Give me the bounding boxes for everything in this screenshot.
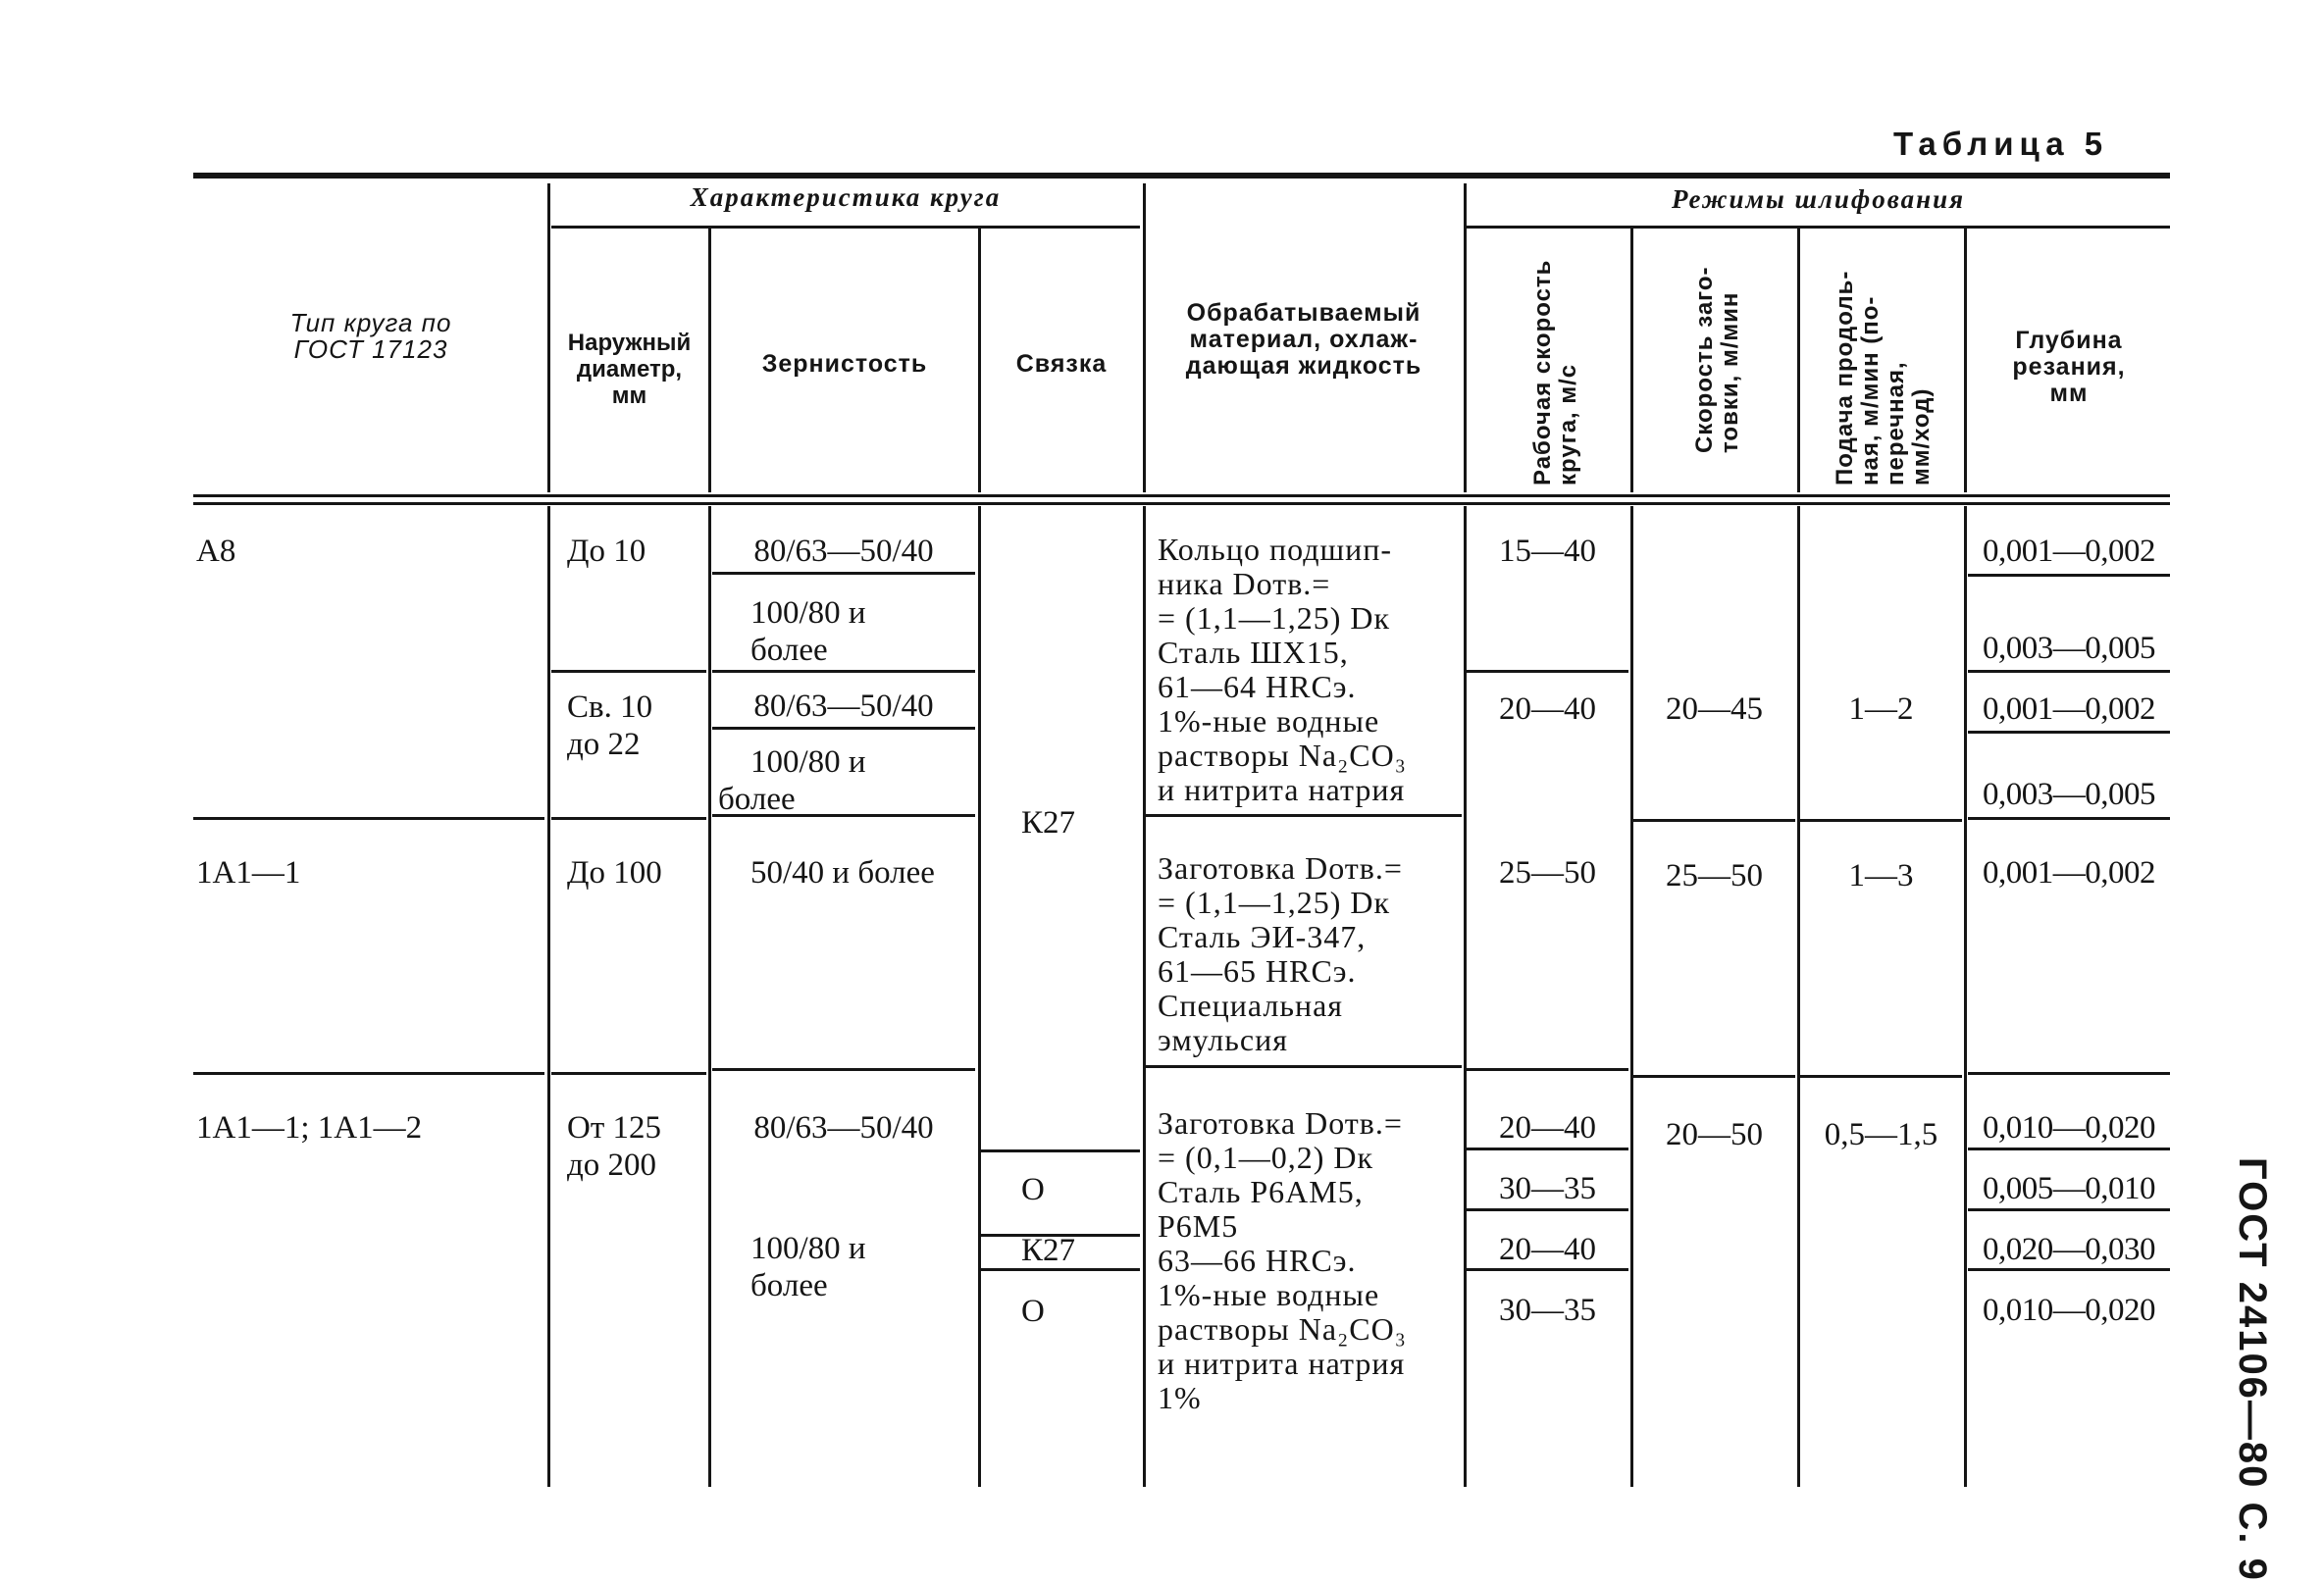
header-work-speed-line-1: Скорость заго- bbox=[1691, 266, 1718, 453]
table-caption: Таблица 5 bbox=[1893, 126, 2109, 162]
vline-grain bbox=[978, 506, 981, 1487]
row-sep-type-1 bbox=[193, 817, 544, 820]
header-bottom-rule-1 bbox=[193, 494, 2170, 497]
row-sep-speed-2 bbox=[1467, 1068, 1628, 1071]
row-1a1-material-line-6: эмульсия bbox=[1158, 1022, 1288, 1057]
grain-sep-2 bbox=[712, 670, 975, 673]
row-a8-material-line-1: Кольцо подшип- bbox=[1158, 532, 1393, 567]
row-1a1b-material-line-4: Р6М5 bbox=[1158, 1208, 1239, 1244]
row-1a1b-material bbox=[1158, 1106, 1462, 1415]
header-group-rule-right bbox=[1467, 226, 2170, 229]
vline-speed-head bbox=[1630, 228, 1633, 492]
vline-type-head bbox=[547, 183, 550, 492]
grain-sep-3 bbox=[712, 727, 975, 730]
header-speed-line-1: Рабочая скорость bbox=[1529, 259, 1556, 485]
row-sep-workspeed-1 bbox=[1633, 819, 1795, 822]
row-1a1b-material-line-8: и нитрита натрия bbox=[1158, 1346, 1406, 1381]
row-1a1-grain: 50/40 и более bbox=[750, 855, 935, 891]
row-sep-material-2 bbox=[1146, 1065, 1462, 1068]
row-1a1b-material-line-6: 1%-ные водные bbox=[1158, 1277, 1380, 1312]
row-1a1b-depth-2: 0,005—0,010 bbox=[1983, 1171, 2155, 1206]
depth-sep-6 bbox=[1968, 1268, 2170, 1271]
depth-sep-5 bbox=[1968, 1208, 2170, 1211]
row-1a1b-dia-line-2: до 200 bbox=[567, 1148, 657, 1183]
row-1a1b-material-line-1: Заготовка Dотв.= bbox=[1158, 1105, 1403, 1141]
header-feed-line-4: мм/ход) bbox=[1908, 387, 1935, 485]
vline-type bbox=[547, 506, 550, 1487]
row-a8-dia-2-line-1: Св. 10 bbox=[567, 689, 653, 725]
row-1a1b-bond-3: О bbox=[1021, 1294, 1045, 1329]
row-1a1b-feed: 0,5—1,5 bbox=[1824, 1117, 1938, 1152]
row-1a1b-dia bbox=[567, 1109, 661, 1184]
row-sep-depth-2 bbox=[1968, 1072, 2170, 1075]
row-1a1b-speed-2: 30—35 bbox=[1499, 1171, 1596, 1206]
depth-sep-3 bbox=[1968, 731, 2170, 734]
row-1a1-speed: 25—50 bbox=[1499, 855, 1596, 891]
row-sep-grain-2 bbox=[712, 1068, 975, 1071]
header-depth-line-2: резания, bbox=[2012, 353, 2126, 381]
row-a8-grain-4-line-2: более bbox=[718, 782, 796, 817]
row-1a1b-grain-2-line-1: 100/80 и bbox=[750, 1231, 866, 1266]
row-1a1b-bond-1: О bbox=[1021, 1172, 1045, 1207]
header-feed bbox=[1833, 271, 1935, 485]
row-a8-material-line-8: и нитрита натрия bbox=[1158, 772, 1406, 807]
row-a8-material bbox=[1158, 533, 1462, 807]
header-speed-line-2: круга, м/с bbox=[1555, 363, 1581, 485]
row-a8-dia-2 bbox=[567, 689, 652, 763]
row-1a1b-speed-4: 30—35 bbox=[1499, 1293, 1596, 1328]
vline-dia-head bbox=[708, 228, 711, 492]
bond-sep-1 bbox=[981, 1149, 1140, 1152]
header-feed-line-1: Подача продоль- bbox=[1832, 270, 1858, 485]
header-material-line-2: материал, охлаж- bbox=[1189, 326, 1419, 353]
row-1a1-material-line-4: 61—65 HRCэ. bbox=[1158, 953, 1357, 989]
row-1a1-dia: До 100 bbox=[567, 855, 662, 891]
row-1a1b-speed-1: 20—40 bbox=[1499, 1110, 1596, 1146]
header-material bbox=[1146, 300, 1462, 380]
row-a8-grain-3: 80/63—50/40 bbox=[753, 689, 934, 724]
row-a8-speed-2: 20—40 bbox=[1499, 691, 1596, 727]
row-sep-type-2 bbox=[193, 1072, 544, 1075]
row-1a1b-material-line-5: 63—66 HRCэ. bbox=[1158, 1243, 1357, 1278]
header-diameter-line-1: Наружный bbox=[567, 330, 692, 356]
dia-sep-1 bbox=[551, 670, 706, 673]
depth-sep-1 bbox=[1968, 574, 2170, 577]
header-material-line-1: Обрабатываемый bbox=[1186, 299, 1421, 327]
header-speed bbox=[1530, 260, 1581, 485]
speed-sep-5 bbox=[1467, 1268, 1628, 1271]
header-type-line-1: Тип круга по bbox=[289, 308, 452, 337]
header-type-line-2: ГОСТ 17123 bbox=[293, 334, 448, 364]
header-depth-line-3: мм bbox=[2049, 380, 2089, 407]
row-a8-work-speed: 20—45 bbox=[1666, 691, 1763, 727]
header-feed-line-2: ная, м/мин (по- bbox=[1857, 295, 1884, 485]
row-1a1b-material-line-7: растворы Na₂CO₃ bbox=[1158, 1311, 1407, 1347]
row-1a1b-dia-line-1: От 125 bbox=[567, 1110, 662, 1146]
row-a8-depth-1: 0,001—0,002 bbox=[1983, 534, 2155, 569]
header-depth bbox=[1968, 328, 2170, 407]
row-a8-depth-4: 0,003—0,005 bbox=[1983, 777, 2155, 812]
vline-material-head bbox=[1464, 183, 1467, 492]
row-a8-material-line-4: Сталь ШХ15, bbox=[1158, 635, 1349, 670]
row-a8-depth-3: 0,001—0,002 bbox=[1983, 691, 2155, 727]
row-a8-grain-4-line-1: 100/80 и bbox=[750, 744, 866, 780]
row-1a1b-depth-1: 0,010—0,020 bbox=[1983, 1110, 2155, 1146]
row-1a1b-material-line-2: = (0,1—0,2) Dк bbox=[1158, 1140, 1374, 1175]
row-a8-material-line-6: 1%-ные водные bbox=[1158, 703, 1380, 739]
row-a8-depth-2: 0,003—0,005 bbox=[1983, 631, 2155, 666]
header-group-modes: Режимы шлифования bbox=[1671, 184, 1966, 214]
row-1a1b-work-speed: 20—50 bbox=[1666, 1117, 1763, 1152]
header-diameter bbox=[552, 330, 706, 409]
vline-dia bbox=[708, 506, 711, 1487]
row-1a1-feed: 1—3 bbox=[1848, 858, 1914, 893]
row-1a1b-depth-4: 0,010—0,020 bbox=[1983, 1293, 2155, 1328]
row-a8-grain-1: 80/63—50/40 bbox=[753, 534, 934, 569]
vline-feed bbox=[1964, 506, 1967, 1487]
vline-speed bbox=[1630, 506, 1633, 1487]
row-1a1-type: 1А1—1 bbox=[196, 855, 301, 891]
row-1a1b-bond-2: К27 bbox=[1021, 1233, 1076, 1268]
row-sep-workspeed-2 bbox=[1633, 1075, 1795, 1078]
row-a8-grain-2 bbox=[750, 594, 866, 669]
side-standard-label: ГОСТ 24106—80 С. 9 bbox=[2231, 1157, 2274, 1582]
row-a8-dia-1: До 10 bbox=[567, 534, 646, 569]
vline-material bbox=[1464, 506, 1467, 1487]
header-diameter-line-3: мм bbox=[611, 383, 647, 409]
row-a8-speed-1: 15—40 bbox=[1499, 534, 1596, 569]
header-feed-line-3: перечная, bbox=[1883, 361, 1909, 485]
depth-sep-2 bbox=[1968, 670, 2170, 673]
row-sep-depth-1 bbox=[1968, 817, 2170, 820]
speed-sep-1 bbox=[1467, 670, 1628, 673]
vline-feed-head bbox=[1964, 228, 1967, 492]
header-group-characteristic: Характеристика круга bbox=[690, 182, 1002, 212]
row-1a1b-depth-3: 0,020—0,030 bbox=[1983, 1232, 2155, 1267]
vline-workspeed bbox=[1797, 506, 1800, 1487]
row-1a1b-material-line-3: Сталь Р6АМ5, bbox=[1158, 1174, 1364, 1209]
speed-sep-3 bbox=[1467, 1148, 1628, 1150]
row-1a1b-material-line-9: 1% bbox=[1158, 1380, 1202, 1415]
row-a8-material-line-5: 61—64 HRCэ. bbox=[1158, 669, 1357, 704]
row-sep-dia-2 bbox=[551, 1072, 706, 1075]
header-depth-line-1: Глубина bbox=[2015, 327, 2123, 354]
speed-sep-4 bbox=[1467, 1208, 1628, 1211]
depth-sep-4 bbox=[1968, 1148, 2170, 1150]
row-1a1b-grain-1: 80/63—50/40 bbox=[753, 1110, 934, 1146]
header-material-line-3: дающая жидкость bbox=[1185, 352, 1422, 380]
row-a8-dia-2-line-2: до 22 bbox=[567, 727, 641, 762]
row-a8-grain-2-line-1: 100/80 и bbox=[750, 595, 866, 631]
header-work-speed bbox=[1692, 266, 1743, 453]
row-a8-grain-2-line-2: более bbox=[750, 633, 828, 668]
row-sep-dia-1 bbox=[551, 817, 706, 820]
header-group-rule-left bbox=[551, 226, 1140, 229]
header-bottom-rule-2 bbox=[193, 502, 2170, 505]
row-1a1-material-line-5: Специальная bbox=[1158, 988, 1344, 1023]
row-1a1-material-line-2: = (1,1—1,25) Dк bbox=[1158, 885, 1391, 920]
grain-sep-1 bbox=[712, 572, 975, 575]
row-1a1b-grain-2-line-2: более bbox=[750, 1268, 828, 1303]
table-top-rule bbox=[193, 173, 2170, 179]
row-a8-feed: 1—2 bbox=[1848, 691, 1914, 727]
row-1a1-depth: 0,001—0,002 bbox=[1983, 855, 2155, 891]
row-1a1-work-speed: 25—50 bbox=[1666, 858, 1763, 893]
header-grain: Зернистость bbox=[761, 350, 928, 378]
row-a8-material-line-7: растворы Na₂CO₃ bbox=[1158, 738, 1407, 773]
row-1a1b-grain-2 bbox=[750, 1230, 866, 1304]
row-1a1b-speed-3: 20—40 bbox=[1499, 1232, 1596, 1267]
row-a8-material-line-2: ника Dотв.= bbox=[1158, 566, 1331, 601]
header-diameter-line-2: диаметр, bbox=[576, 356, 683, 383]
row-1a1-material bbox=[1158, 851, 1462, 1057]
vline-workspeed-head bbox=[1797, 228, 1800, 492]
row-a8-grain-4 bbox=[718, 743, 866, 818]
row-1a1-material-line-3: Сталь ЭИ-347, bbox=[1158, 919, 1367, 954]
row-1a1b-type: 1А1—1; 1А1—2 bbox=[196, 1110, 423, 1146]
row-sep-material-1 bbox=[1146, 814, 1462, 817]
header-type bbox=[196, 310, 545, 363]
row-sep-feed-1 bbox=[1800, 819, 1962, 822]
bond-k27-main: К27 bbox=[1021, 805, 1076, 841]
row-1a1-material-line-1: Заготовка Dотв.= bbox=[1158, 850, 1403, 886]
row-sep-feed-2 bbox=[1800, 1075, 1962, 1078]
row-a8-material-line-3: = (1,1—1,25) Dк bbox=[1158, 600, 1391, 636]
vline-bond bbox=[1143, 506, 1146, 1487]
header-work-speed-line-2: товки, м/мин bbox=[1717, 291, 1743, 453]
header-bond: Связка bbox=[1015, 350, 1108, 378]
row-a8-type: А8 bbox=[196, 534, 236, 569]
